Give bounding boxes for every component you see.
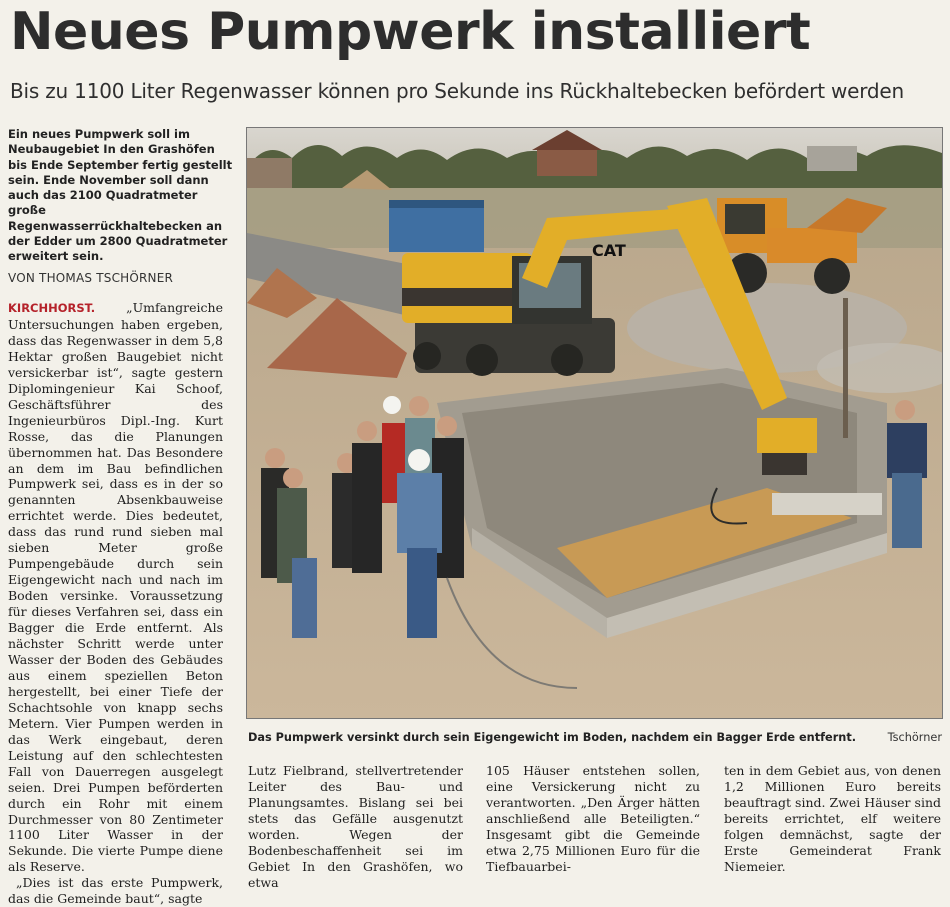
lead-paragraph: Ein neues Pumpwerk soll im Neubaugebiet In den Grashöfen bis Ende September fertig gestellt sein. Ende November soll dann auch das 2100 Quadratmeter große Regenwasserrückhaltebecken an der Edder um 2800 Quadratmeter erweitert sein. xyxy=(8,127,233,264)
photo-caption: Das Pumpwerk versinkt durch sein Eigengewicht im Boden, nachdem ein Bagger Erde entfernt. xyxy=(248,731,857,744)
column-1-text: „Umfangreiche Untersuchungen haben ergeben, dass das Regenwasser in dem 5,8 Hektar großen Baugebiet nicht versickerbar ist“, sagte gestern Diplomingenieur Kai Schoof, Geschäftsführer des Ingenieurbüros Dipl.-Ing. Kurt Rosse, das die Planungen übernommen hat. Das Besondere an dem im Bau befindlichen Pumpwerk sei, dass es in der so genannten Absenkbauweise errichtet werde. Dies bedeutet, dass das rund rund sieben mal sieben Meter große Pumpengebäude durch sein Eigengewicht nach und nach im Boden versinke. Voraussetzung für dieses Verfahren sei, dass ein Bagger die Erde entfernt. Als nächster Schritt werde unter Wasser der Boden des Gebäudes aus einem speziellen Beton hergestellt, bei einer Tiefe der Schachtsohle von knapp sechs Metern. Vier Pumpen werden in das Werk eingebaut, deren Leistung auf den schlechtesten Fall von Dauerregen ausgelegt seien. Drei Pumpen beförderten durch ein Rohr mit einem Durchmesser von 80 Zentimeter 1100 Liter Wasser in der Sekunde. Die vierte Pumpe diene als Reserve. xyxy=(8,300,223,875)
article-column-2: Lutz Fielbrand, stellvertretender Leiter des Bau- und Planungsamtes. Bislang sei bei stets das Gefälle ausgenutzt worden. Wegen der Bodenbeschaffenheit sei im Gebiet In den Grashöfen, wo etwa xyxy=(248,763,463,890)
headline: Neues Pumpwerk installiert xyxy=(10,2,811,62)
photo-credit: Tschörner xyxy=(887,731,942,744)
article-column-4: ten in dem Gebiet aus, von denen 1,2 Millionen Euro bereits beauftragt sind. Zwei Häuser sind bereits errichtet, elf weitere folgen demnächst, sagte der Erste Gemeinderat Frank Niemeier. xyxy=(724,763,941,874)
column-1-paragraph-2: „Dies ist das erste Pumpwerk, das die Gemeinde baut“, sagte xyxy=(8,875,223,907)
subheadline: Bis zu 1100 Liter Regenwasser können pro Sekunde ins Rückhaltebecken befördert werden xyxy=(10,79,905,103)
article-column-3: 105 Häuser entstehen sollen, eine Versickerung nicht zu verantworten. „Den Ärger hätten anschließend alle Beteiligten.“ Insgesamt gibt die Gemeinde etwa 2,75 Millionen Euro für die Tiefbauarbei- xyxy=(486,763,700,874)
cat-logo: CAT xyxy=(592,241,626,260)
construction-photo xyxy=(246,127,943,719)
byline: VON THOMAS TSCHÖRNER xyxy=(8,271,174,285)
dateline: KIRCHHORST. xyxy=(8,301,96,315)
article-column-1 xyxy=(8,300,223,907)
